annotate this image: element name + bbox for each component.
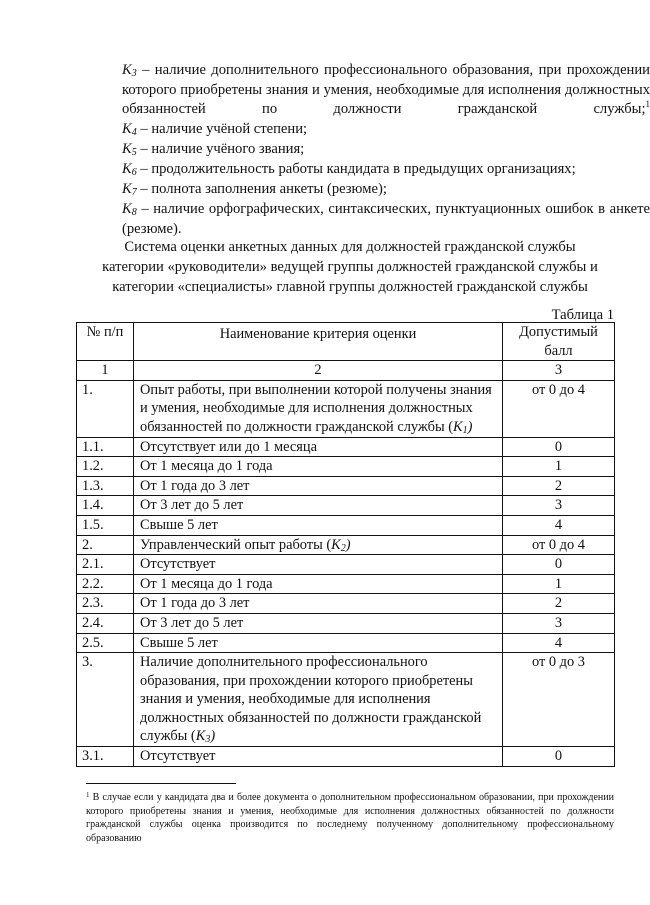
table-row [77, 380, 615, 437]
row-score: 4 [503, 633, 615, 653]
table-row [77, 496, 615, 516]
row-score: 3 [503, 613, 615, 633]
k8-symbol: K [122, 201, 132, 217]
coefficient-close: ) [210, 728, 216, 745]
table-heading-line-1: Система оценки анкетных данных для должностей гражданской службы [124, 239, 576, 255]
k5-subscript: 5 [131, 147, 137, 158]
row-number: 2.1. [77, 555, 134, 575]
k3-paragraph [86, 61, 650, 120]
criterion-text: От 1 месяца до 1 года [140, 458, 273, 475]
row-number: 2.5. [77, 633, 134, 653]
k7-symbol: K [122, 181, 132, 197]
row-number: 1.3. [77, 476, 134, 496]
row-number: 1.4. [77, 496, 134, 516]
k8-paragraph [86, 200, 650, 239]
row-criterion [134, 555, 503, 575]
table-row [77, 457, 615, 477]
table-row [77, 594, 615, 614]
k8-subscript: 8 [131, 207, 137, 218]
row-score: от 0 до 4 [503, 380, 615, 437]
table-caption: Таблица 1 [551, 307, 614, 323]
criterion-text: Свыше 5 лет [140, 634, 218, 651]
table-header-row [77, 323, 615, 361]
table-row [77, 476, 615, 496]
k6-subscript: 6 [131, 167, 137, 178]
criterion-text: Управленческий опыт работы ( [140, 536, 332, 553]
row-number: 2.2. [77, 574, 134, 594]
table-row [77, 437, 615, 457]
row-score: от 0 до 4 [503, 535, 615, 555]
header-num: № п/п [77, 323, 134, 361]
coefficient-subscript: 1 [462, 424, 468, 436]
row-criterion [134, 633, 503, 653]
row-criterion [134, 747, 503, 767]
row-score: 0 [503, 437, 615, 457]
k8-text: – наличие орфографических, синтаксических, пунктуационных ошибок в анкете (резюме). [122, 201, 650, 237]
row-criterion [134, 594, 503, 614]
criterion-text: Отсутствует или до 1 месяца [140, 438, 318, 455]
row-number: 1. [77, 380, 134, 437]
table-row [77, 747, 615, 767]
row-number: 1.2. [77, 457, 134, 477]
footnote-separator [86, 783, 236, 784]
row-score: 2 [503, 476, 615, 496]
row-criterion [134, 574, 503, 594]
row-score: 3 [503, 496, 615, 516]
row-number: 2.3. [77, 594, 134, 614]
coefficient-symbol: K [453, 418, 463, 435]
footnote-text: В случае если у кандидата два и более документа о дополнительном профессиональном образовании, при прохождении которого приобретены знания и умения, необходимые для исполнения должностных обязанностей по должности гражданской службы оценка производится по последнему полученному дополнительному профессиональному образованию [86, 792, 614, 844]
table-row [77, 555, 615, 575]
criterion-text: От 1 года до 3 лет [140, 477, 250, 494]
k4-subscript: 4 [131, 127, 137, 138]
row-number: 2.4. [77, 613, 134, 633]
row-score: 0 [503, 747, 615, 767]
row-number: 3.1. [77, 747, 134, 767]
row-number: 3. [77, 653, 134, 747]
column-number-2: 2 [134, 361, 503, 381]
k5-text: – наличие учёного звания; [136, 141, 305, 157]
row-criterion [134, 613, 503, 633]
k4-symbol: K [122, 121, 132, 137]
k6-line [86, 160, 650, 180]
row-score: 4 [503, 515, 615, 535]
table-row [77, 515, 615, 535]
row-criterion [134, 535, 503, 555]
row-criterion [134, 653, 503, 747]
column-number-3: 3 [503, 361, 615, 381]
footnote-mark: 1 [86, 791, 90, 799]
coefficient-close: ) [345, 536, 351, 553]
row-criterion [134, 437, 503, 457]
column-numbers-row [77, 361, 615, 381]
row-number: 2. [77, 535, 134, 555]
table-heading-line-2: категории «руководители» ведущей группы должностей гражданской службы и [102, 259, 598, 275]
row-score: от 0 до 3 [503, 653, 615, 747]
table-row [77, 653, 615, 747]
criterion-text: Наличие дополнительного профессионального образования, при прохождении которого приобретены знания и умения, необходимые для исполнения должностных обязанностей по должности гражданской службы ( [140, 654, 482, 745]
table-row [77, 613, 615, 633]
k7-subscript: 7 [131, 187, 137, 198]
table-row [77, 535, 615, 555]
row-criterion [134, 380, 503, 437]
coefficient-subscript: 2 [340, 542, 346, 554]
row-criterion [134, 476, 503, 496]
criterion-text: Опыт работы, при выполнении которой получены знания и умения, необходимые для исполнения должностных обязанностей по должности гражданской службы ( [140, 381, 492, 435]
table-row [77, 574, 615, 594]
row-score: 0 [503, 555, 615, 575]
k3-footnote-mark: 1 [645, 99, 650, 109]
criterion-text: От 3 лет до 5 лет [140, 614, 244, 631]
row-number: 1.1. [77, 437, 134, 457]
k3-subscript: 3 [131, 68, 137, 79]
row-criterion [134, 515, 503, 535]
criterion-text: Отсутствует [140, 556, 216, 573]
k3-symbol: K [122, 62, 132, 78]
k5-symbol: K [122, 141, 132, 157]
k6-text: – продолжительность работы кандидата в предыдущих организациях; [136, 161, 576, 177]
table-row [77, 633, 615, 653]
k4-text: – наличие учёной степени; [136, 121, 308, 137]
criteria-table [76, 322, 615, 767]
k3-text: – наличие дополнительного профессионального образования, при прохождении которого приобретены знания и умения, необходимые для исполнения должностных обязанностей по должности гражданской службы; [122, 62, 650, 117]
row-criterion [134, 457, 503, 477]
k7-text: – полнота заполнения анкеты (резюме); [136, 181, 387, 197]
k4-line [86, 120, 650, 140]
criterion-text: От 3 лет до 5 лет [140, 497, 244, 514]
table-heading-line-3: категории «специалисты» главной группы должностей гражданской службы [112, 279, 588, 295]
coefficient-subscript: 3 [205, 734, 211, 746]
k5-line [86, 140, 650, 160]
criterion-text: Свыше 5 лет [140, 516, 218, 533]
table-body [77, 380, 615, 766]
coefficient-close: ) [467, 418, 473, 435]
header-score: Допустимый балл [503, 323, 615, 361]
k7-line [86, 180, 650, 200]
row-score: 1 [503, 574, 615, 594]
header-name: Наименование критерия оценки [134, 323, 503, 361]
coefficient-symbol: K [195, 728, 206, 745]
criterion-text: От 1 года до 3 лет [140, 595, 250, 612]
row-number: 1.5. [77, 515, 134, 535]
row-score: 2 [503, 594, 615, 614]
footnote [86, 789, 614, 845]
row-score: 1 [503, 457, 615, 477]
coefficient-symbol: K [331, 536, 341, 553]
k6-symbol: K [122, 161, 132, 177]
row-criterion [134, 496, 503, 516]
criterion-text: От 1 месяца до 1 года [140, 575, 273, 592]
criterion-text: Отсутствует [140, 748, 216, 765]
column-number-1: 1 [77, 361, 134, 381]
